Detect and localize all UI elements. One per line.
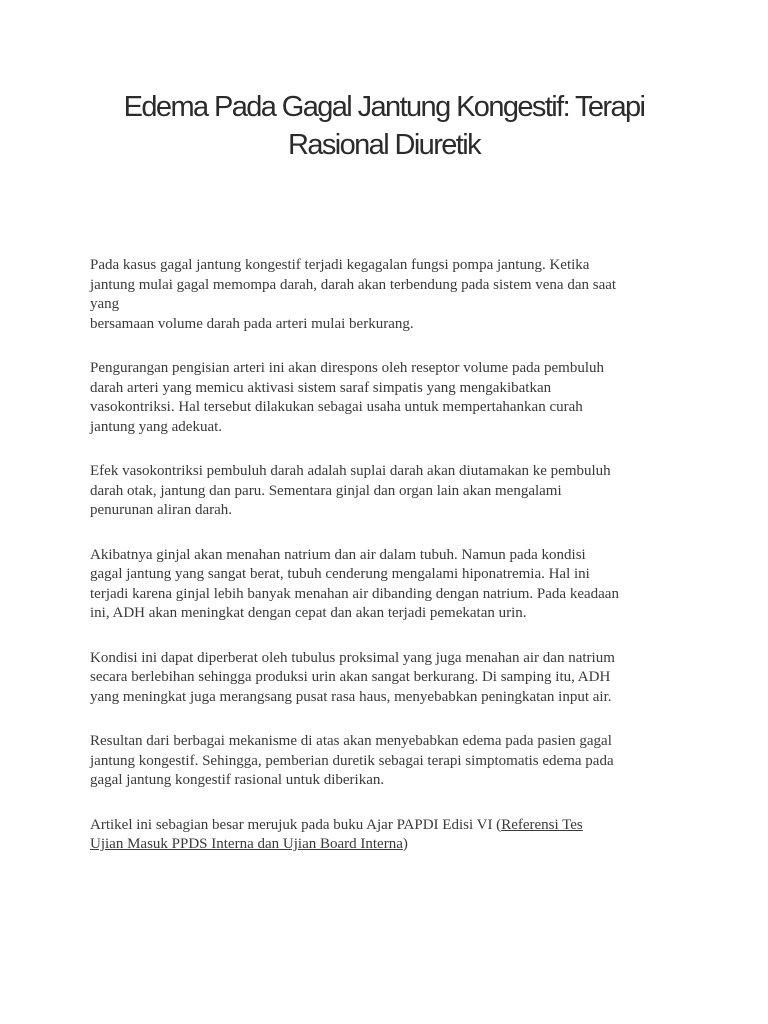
paragraph-line: gagal jantung yang sangat berat, tubuh cenderung mengalami hiponatremia. Hal ini: [90, 566, 590, 582]
paragraph-line: bersamaan volume darah pada arteri mulai berkurang.: [90, 315, 414, 332]
paragraph-2: [90, 359, 690, 437]
paragraph-line: vasokontriksi. Hal tersebut dilakukan sebagai usaha untuk mempertahankan curah: [90, 399, 583, 415]
paragraph-line: yang: [90, 296, 120, 312]
document-body: [90, 256, 690, 880]
paragraph-line: Kondisi ini dapat diperberat oleh tubulus proksimal yang juga menahan air dan natrium: [90, 649, 615, 666]
closing-line-1: [90, 816, 690, 836]
paragraph-3: [90, 462, 690, 521]
paragraph-1: [90, 256, 690, 334]
paragraph-line: penurunan aliran darah.: [90, 502, 233, 518]
paragraph-line: jantung mulai gagal memompa darah, darah akan terbendung pada sistem vena dan saat: [90, 276, 617, 293]
paragraph-line: Resultan dari berbagai mekanisme di atas akan menyebabkan edema pada pasien gagal: [90, 733, 612, 749]
closing-line-2: [90, 835, 690, 855]
closing-prefix: Artikel ini sebagian besar merujuk pada buku Ajar PAPDI Edisi VI (: [90, 816, 502, 833]
closing-paragraph: [90, 816, 690, 855]
paragraph-line: Akibatnya ginjal akan menahan natrium dan air dalam tubuh. Namun pada kondisi: [90, 546, 586, 563]
title-line-1: Edema Pada Gagal Jantung Kongestif: Terapi: [123, 91, 645, 123]
reference-link-part-1[interactable]: Referensi Tes: [501, 816, 583, 833]
paragraph-line: darah otak, jantung dan paru. Sementara ginjal dan organ lain akan mengalami: [90, 482, 562, 499]
paragraph-line: gagal jantung kongestif rasional untuk diberikan.: [90, 772, 385, 788]
paragraph-5: [90, 649, 690, 708]
paragraph-line: Efek vasokontriksi pembuluh darah adalah suplai darah akan diutamakan ke pembuluh: [90, 463, 611, 479]
paragraph-line: jantung kongestif. Sehingga, pemberian duretik sebagai terapi simptomatis edema pada: [90, 752, 614, 769]
title-line-2: Rasional Diuretik: [288, 129, 480, 161]
paragraph-line: yang meningkat juga merangsang pusat rasa haus, menyebabkan peningkatan input air.: [90, 688, 612, 705]
document-title: [60, 88, 708, 164]
paragraph-6: [90, 732, 690, 791]
paragraph-4: [90, 546, 690, 624]
paragraph-line: darah arteri yang memicu aktivasi sistem saraf simpatis yang mengakibatkan: [90, 379, 552, 396]
paragraph-line: terjadi karena ginjal lebih banyak menahan air dibanding dengan natrium. Pada keadaan: [90, 585, 619, 602]
paragraph-line: secara berlebihan sehingga produksi urin akan sangat berkurang. Di samping itu, ADH: [90, 669, 611, 685]
paragraph-line: ini, ADH akan meningkat dengan cepat dan akan terjadi pemekatan urin.: [90, 605, 527, 621]
paragraph-line: Pada kasus gagal jantung kongestif terjadi kegagalan fungsi pompa jantung. Ketika: [90, 257, 590, 273]
paragraph-line: jantung yang adekuat.: [90, 418, 223, 435]
closing-suffix: ): [402, 836, 408, 852]
reference-link-part-2[interactable]: Ujian Masuk PPDS Interna dan Ujian Board Interna: [90, 836, 403, 852]
paragraph-line: Pengurangan pengisian arteri ini akan direspons oleh reseptor volume pada pembuluh: [90, 360, 605, 376]
